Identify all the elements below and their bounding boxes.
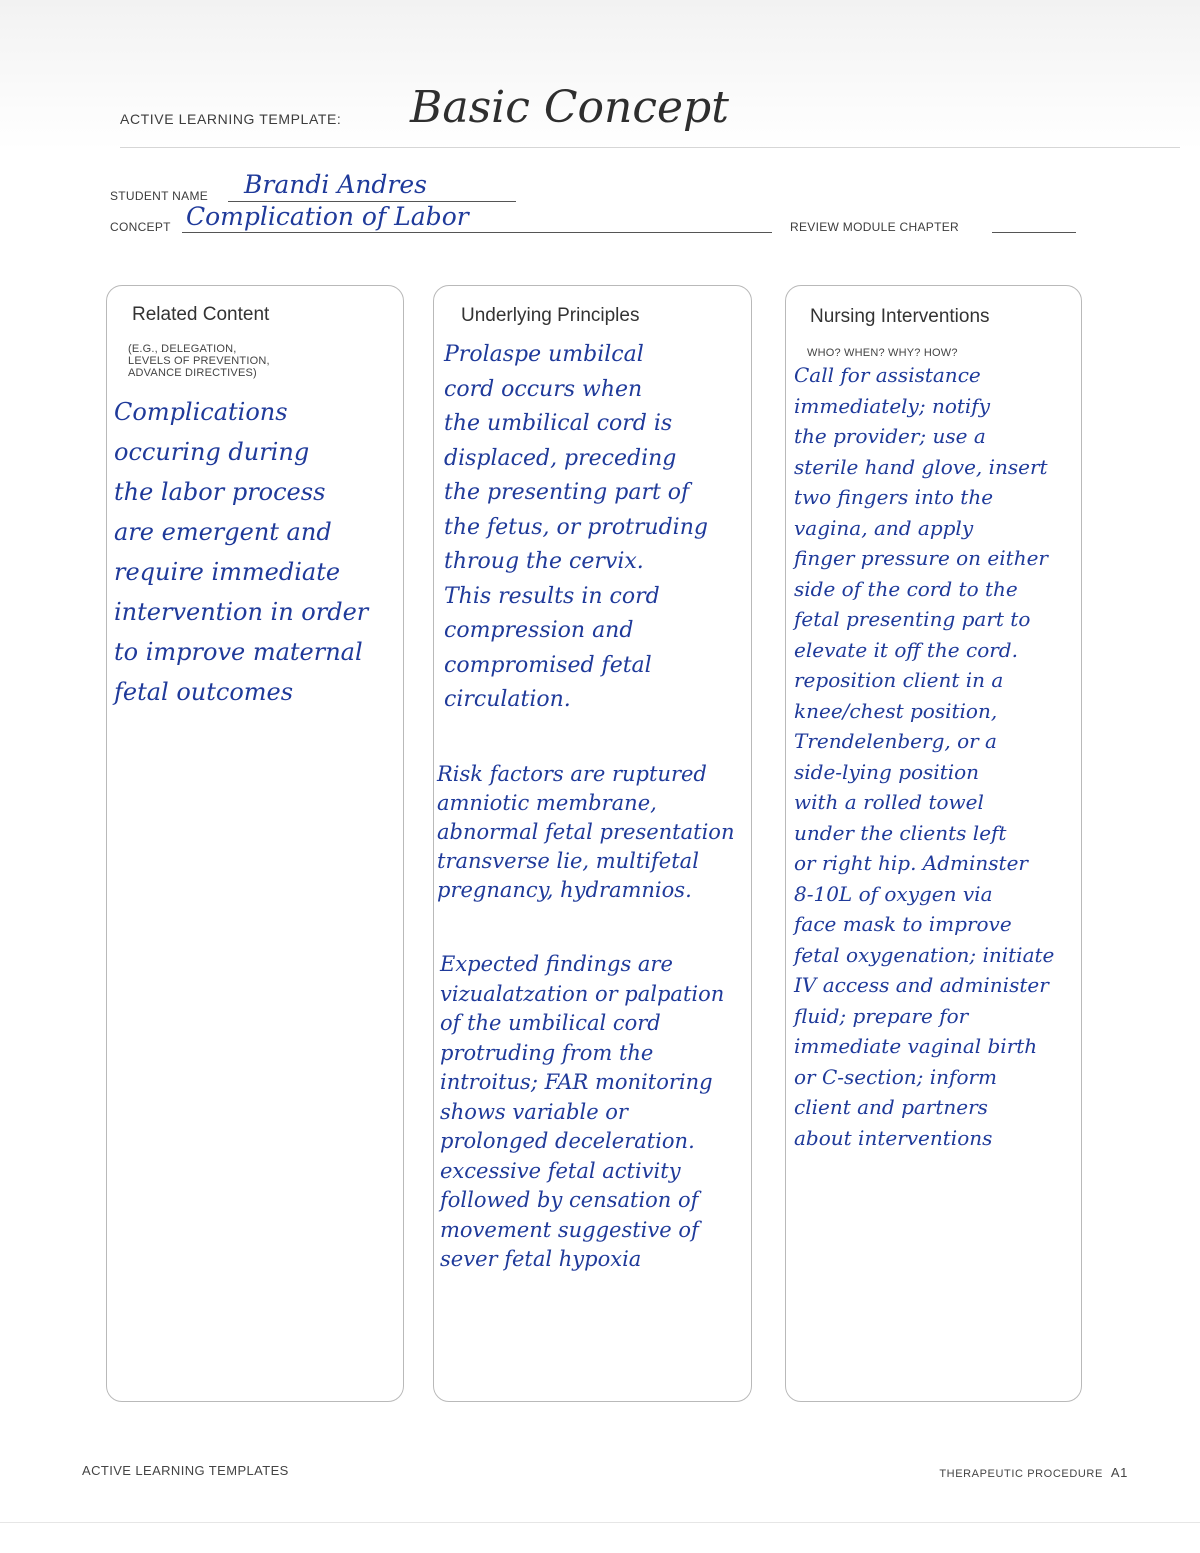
nursing-interventions-notes[interactable]: Call for assistance immediately; notify the provider; use a sterile hand glove, insert two fingers into the vagina, and apply finger pressure on either side of the cord to the fetal presenting part to elevate it off the cord. reposition client in a knee/chest position, Trendelenberg, or a side-lying position with a rolled towel under the clients left or right hip. Adminster 8-10L of oxygen via face mask to improve fetal oxygenation; initiate IV access and administer fluid; prepare for immediate vaginal birth or C-section; inform client and partners about interventions (794, 363, 1055, 1150)
footer-label: ACTIVE LEARNING TEMPLATES (82, 1463, 289, 1478)
concept-line (182, 232, 772, 233)
template-label: ACTIVE LEARNING TEMPLATE: (120, 111, 342, 127)
concept-value[interactable]: Complication of Labor (186, 202, 469, 231)
footer-section (939, 1465, 1128, 1480)
page-number: A1 (1110, 1465, 1128, 1480)
underlying-principles-paragraph-1[interactable]: Prolaspe umbilcal cord occurs when the umbilical cord is displaced, preceding the presenting part of the fetus, or protruding throug the cervix. This results in cord compression and compromised fetal circulation. (444, 342, 708, 712)
template-title-text: Basic Concept (410, 82, 729, 133)
underlying-principles-title: Underlying Principles (461, 305, 640, 326)
related-content-subtitle: (E.G., DELEGATION, LEVELS OF PREVENTION, ADVANCE DIRECTIVES) (128, 343, 270, 379)
related-content-title: Related Content (132, 304, 270, 325)
header-divider (120, 147, 1180, 148)
review-module-line (992, 232, 1076, 233)
nursing-interventions-subtitle: WHO? WHEN? WHY? HOW? (807, 347, 958, 359)
review-module-label: REVIEW MODULE CHAPTER (790, 220, 959, 234)
footer-divider (0, 1522, 1200, 1523)
student-name-label: STUDENT NAME (110, 189, 209, 203)
nursing-interventions-title: Nursing Interventions (810, 306, 990, 327)
student-name-value[interactable]: Brandi Andres (244, 170, 428, 199)
template-title (410, 82, 729, 133)
concept-label: CONCEPT (110, 220, 171, 234)
underlying-principles-paragraph-2[interactable]: Risk factors are ruptured amniotic membrane, abnormal fetal presentation transverse lie, multifetal pregnancy, hydramnios. (437, 762, 735, 902)
related-content-notes[interactable]: Complications occuring during the labor process are emergent and require immediate intervention in order to improve maternal fetal outcomes (114, 398, 369, 706)
underlying-principles-paragraph-3[interactable]: Expected findings are vizualatzation or palpation of the umbilical cord protruding from the introitus; FAR monitoring shows variable or prolonged deceleration. excessive fetal activity followed by censation of movement suggestive of sever fetal hypoxia (440, 952, 725, 1271)
footer-section-label: THERAPEUTIC PROCEDURE (939, 1468, 1103, 1480)
